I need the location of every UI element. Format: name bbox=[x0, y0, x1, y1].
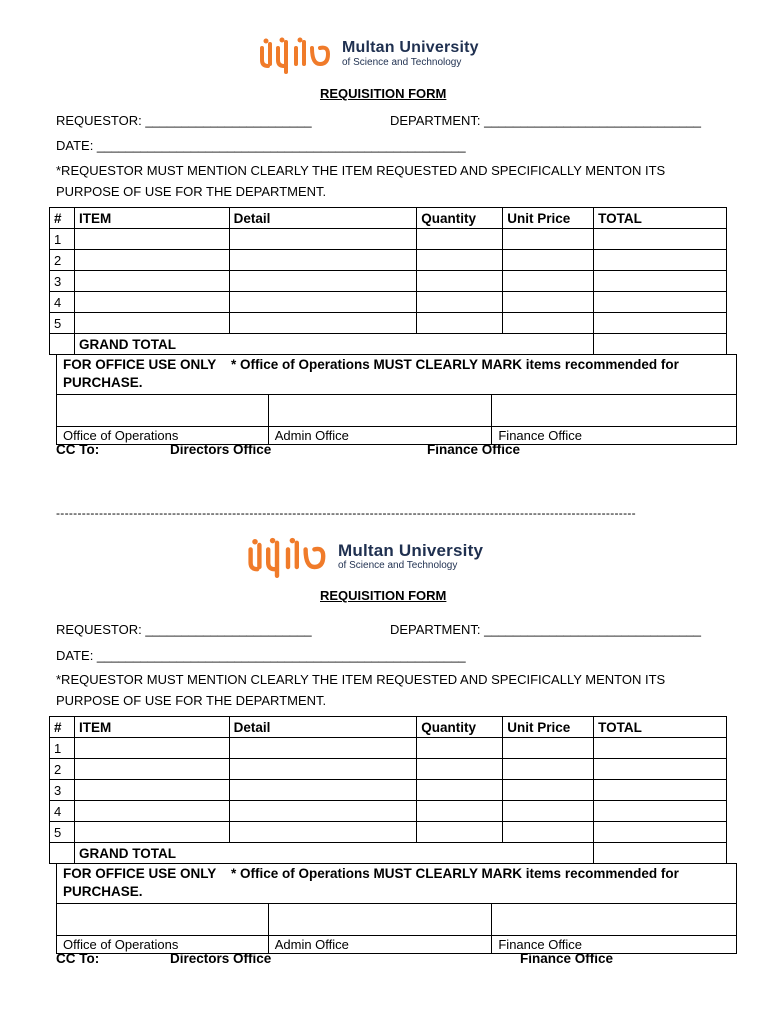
office-use-line-2: PURCHASE. bbox=[63, 884, 143, 899]
detail-cell[interactable] bbox=[229, 822, 417, 843]
col-quantity-header: Quantity bbox=[417, 208, 503, 229]
detail-cell[interactable] bbox=[229, 780, 417, 801]
table-row bbox=[50, 738, 727, 759]
university-subtitle: of Science and Technology bbox=[338, 559, 458, 571]
total-cell[interactable] bbox=[594, 759, 727, 780]
row-number: 1 bbox=[50, 738, 75, 759]
row-number: 3 bbox=[50, 780, 75, 801]
detail-cell[interactable] bbox=[229, 229, 417, 250]
col-total-header: TOTAL bbox=[594, 208, 727, 229]
quantity-cell[interactable] bbox=[417, 738, 503, 759]
quantity-cell[interactable] bbox=[417, 271, 503, 292]
row-number: 4 bbox=[50, 292, 75, 313]
finance-office-label: Finance Office bbox=[492, 936, 737, 954]
requestor-note-line-2: PURPOSE OF USE FOR THE DEPARTMENT. bbox=[56, 184, 327, 199]
unit-price-cell[interactable] bbox=[503, 738, 594, 759]
table-row bbox=[50, 229, 727, 250]
finance-signature-box[interactable] bbox=[492, 904, 737, 936]
quantity-cell[interactable] bbox=[417, 313, 503, 334]
row-number: 2 bbox=[50, 759, 75, 780]
col-total-header: TOTAL bbox=[594, 717, 727, 738]
cc-label: CC To: bbox=[56, 442, 100, 457]
unit-price-cell[interactable] bbox=[503, 292, 594, 313]
admin-office-label: Admin Office bbox=[268, 427, 492, 445]
item-cell[interactable] bbox=[74, 229, 229, 250]
detail-cell[interactable] bbox=[229, 313, 417, 334]
university-name: Multan University bbox=[342, 39, 479, 56]
date-field[interactable]: DATE: ___________________________________________________ bbox=[56, 138, 466, 153]
admin-signature-box[interactable] bbox=[268, 904, 492, 936]
detail-cell[interactable] bbox=[229, 801, 417, 822]
university-subtitle: of Science and Technology bbox=[342, 57, 462, 68]
total-cell[interactable] bbox=[594, 271, 727, 292]
col-detail-header: Detail bbox=[229, 208, 417, 229]
detail-cell[interactable] bbox=[229, 738, 417, 759]
item-cell[interactable] bbox=[74, 780, 229, 801]
grand-total-spacer bbox=[50, 334, 75, 355]
row-number: 2 bbox=[50, 250, 75, 271]
item-cell[interactable] bbox=[74, 250, 229, 271]
finance-office-label: Finance Office bbox=[492, 427, 737, 445]
form-title: REQUISITION FORM bbox=[320, 588, 447, 603]
item-cell[interactable] bbox=[74, 271, 229, 292]
university-logo bbox=[244, 534, 483, 578]
total-cell[interactable] bbox=[594, 801, 727, 822]
grand-total-value[interactable] bbox=[594, 843, 727, 864]
total-cell[interactable] bbox=[594, 292, 727, 313]
quantity-cell[interactable] bbox=[417, 822, 503, 843]
col-unit-price-header: Unit Price bbox=[503, 717, 594, 738]
unit-price-cell[interactable] bbox=[503, 229, 594, 250]
col-unit-price-header: Unit Price bbox=[503, 208, 594, 229]
detail-cell[interactable] bbox=[229, 271, 417, 292]
operations-signature-box[interactable] bbox=[57, 395, 269, 427]
table-row bbox=[50, 780, 727, 801]
office-of-operations-label: Office of Operations bbox=[57, 936, 269, 954]
operations-signature-box[interactable] bbox=[57, 904, 269, 936]
cc-directors-office: Directors Office bbox=[170, 951, 272, 966]
university-logo-mark-icon bbox=[256, 34, 336, 74]
item-cell[interactable] bbox=[74, 801, 229, 822]
table-row bbox=[50, 250, 727, 271]
item-cell[interactable] bbox=[74, 822, 229, 843]
item-cell[interactable] bbox=[74, 738, 229, 759]
item-cell[interactable] bbox=[74, 292, 229, 313]
items-table bbox=[49, 207, 727, 355]
requestor-field[interactable]: REQUESTOR: _______________________ bbox=[56, 113, 312, 128]
row-number: 3 bbox=[50, 271, 75, 292]
col-detail-header: Detail bbox=[229, 717, 417, 738]
department-field[interactable]: DEPARTMENT: ______________________________ bbox=[390, 113, 702, 128]
logo-text bbox=[338, 542, 483, 571]
office-use-line-2: PURCHASE. bbox=[63, 375, 143, 390]
total-cell[interactable] bbox=[594, 229, 727, 250]
total-cell[interactable] bbox=[594, 738, 727, 759]
office-use-table bbox=[56, 863, 737, 954]
total-cell[interactable] bbox=[594, 313, 727, 334]
university-logo bbox=[256, 34, 479, 74]
total-cell[interactable] bbox=[594, 250, 727, 271]
form-title: REQUISITION FORM bbox=[320, 86, 447, 101]
cut-line-separator: --------------------------------------------------------------------------------------------------------------------------------------- bbox=[56, 506, 636, 520]
col-quantity-header: Quantity bbox=[417, 717, 503, 738]
table-row bbox=[50, 822, 727, 843]
total-cell[interactable] bbox=[594, 822, 727, 843]
grand-total-label: GRAND TOTAL bbox=[78, 845, 176, 861]
grand-total-row bbox=[50, 843, 727, 864]
admin-office-label: Admin Office bbox=[268, 936, 492, 954]
unit-price-cell[interactable] bbox=[503, 780, 594, 801]
grand-total-row bbox=[50, 334, 727, 355]
unit-price-cell[interactable] bbox=[503, 759, 594, 780]
date-field[interactable]: DATE: ___________________________________________________ bbox=[56, 648, 466, 663]
quantity-cell[interactable] bbox=[417, 780, 503, 801]
office-use-line-1: FOR OFFICE USE ONLY * Office of Operations MUST CLEARLY MARK items recommended for bbox=[63, 866, 679, 881]
table-row bbox=[50, 759, 727, 780]
table-row bbox=[50, 292, 727, 313]
unit-price-cell[interactable] bbox=[503, 271, 594, 292]
cc-label: CC To: bbox=[56, 951, 100, 966]
unit-price-cell[interactable] bbox=[503, 313, 594, 334]
unit-price-cell[interactable] bbox=[503, 822, 594, 843]
table-row bbox=[50, 271, 727, 292]
office-use-header bbox=[57, 864, 737, 904]
row-number: 4 bbox=[50, 801, 75, 822]
detail-cell[interactable] bbox=[229, 759, 417, 780]
grand-total-value[interactable] bbox=[594, 334, 727, 355]
admin-signature-box[interactable] bbox=[268, 395, 492, 427]
item-cell[interactable] bbox=[74, 313, 229, 334]
grand-total-label: GRAND TOTAL bbox=[78, 336, 176, 352]
items-table-header bbox=[50, 717, 727, 738]
quantity-cell[interactable] bbox=[417, 250, 503, 271]
items-table-header bbox=[50, 208, 727, 229]
grand-total-spacer bbox=[50, 843, 75, 864]
office-use-line-1: FOR OFFICE USE ONLY * Office of Operations MUST CLEARLY MARK items recommended for bbox=[63, 357, 679, 372]
detail-cell[interactable] bbox=[229, 292, 417, 313]
department-field[interactable]: DEPARTMENT: ______________________________ bbox=[390, 622, 702, 637]
office-use-table bbox=[56, 354, 737, 445]
quantity-cell[interactable] bbox=[417, 292, 503, 313]
items-table bbox=[49, 716, 727, 864]
col-item-header: ITEM bbox=[74, 717, 229, 738]
item-cell[interactable] bbox=[74, 759, 229, 780]
university-logo-mark-icon bbox=[244, 534, 332, 578]
unit-price-cell[interactable] bbox=[503, 801, 594, 822]
detail-cell[interactable] bbox=[229, 250, 417, 271]
row-number: 1 bbox=[50, 229, 75, 250]
row-number: 5 bbox=[50, 822, 75, 843]
cc-finance-office: Finance Office bbox=[427, 442, 521, 457]
quantity-cell[interactable] bbox=[417, 759, 503, 780]
quantity-cell[interactable] bbox=[417, 801, 503, 822]
finance-signature-box[interactable] bbox=[492, 395, 737, 427]
row-number: 5 bbox=[50, 313, 75, 334]
cc-finance-office: Finance Office bbox=[520, 951, 614, 966]
logo-text bbox=[342, 40, 479, 68]
quantity-cell[interactable] bbox=[417, 229, 503, 250]
office-use-header bbox=[57, 355, 737, 395]
requestor-note-line-1: *REQUESTOR MUST MENTION CLEARLY THE ITEM REQUESTED AND SPECIFICALLY MENTON ITS bbox=[56, 163, 666, 178]
table-row bbox=[50, 313, 727, 334]
requestor-note-line-2: PURPOSE OF USE FOR THE DEPARTMENT. bbox=[56, 693, 327, 708]
col-num-header: # bbox=[50, 208, 75, 229]
unit-price-cell[interactable] bbox=[503, 250, 594, 271]
table-row bbox=[50, 801, 727, 822]
requestor-note-line-1: *REQUESTOR MUST MENTION CLEARLY THE ITEM REQUESTED AND SPECIFICALLY MENTON ITS bbox=[56, 672, 666, 687]
col-item-header: ITEM bbox=[74, 208, 229, 229]
university-name: Multan University bbox=[338, 540, 484, 560]
cc-directors-office: Directors Office bbox=[170, 442, 272, 457]
col-num-header: # bbox=[50, 717, 75, 738]
requestor-field[interactable]: REQUESTOR: _______________________ bbox=[56, 622, 312, 637]
office-of-operations-label: Office of Operations bbox=[57, 427, 269, 445]
total-cell[interactable] bbox=[594, 780, 727, 801]
